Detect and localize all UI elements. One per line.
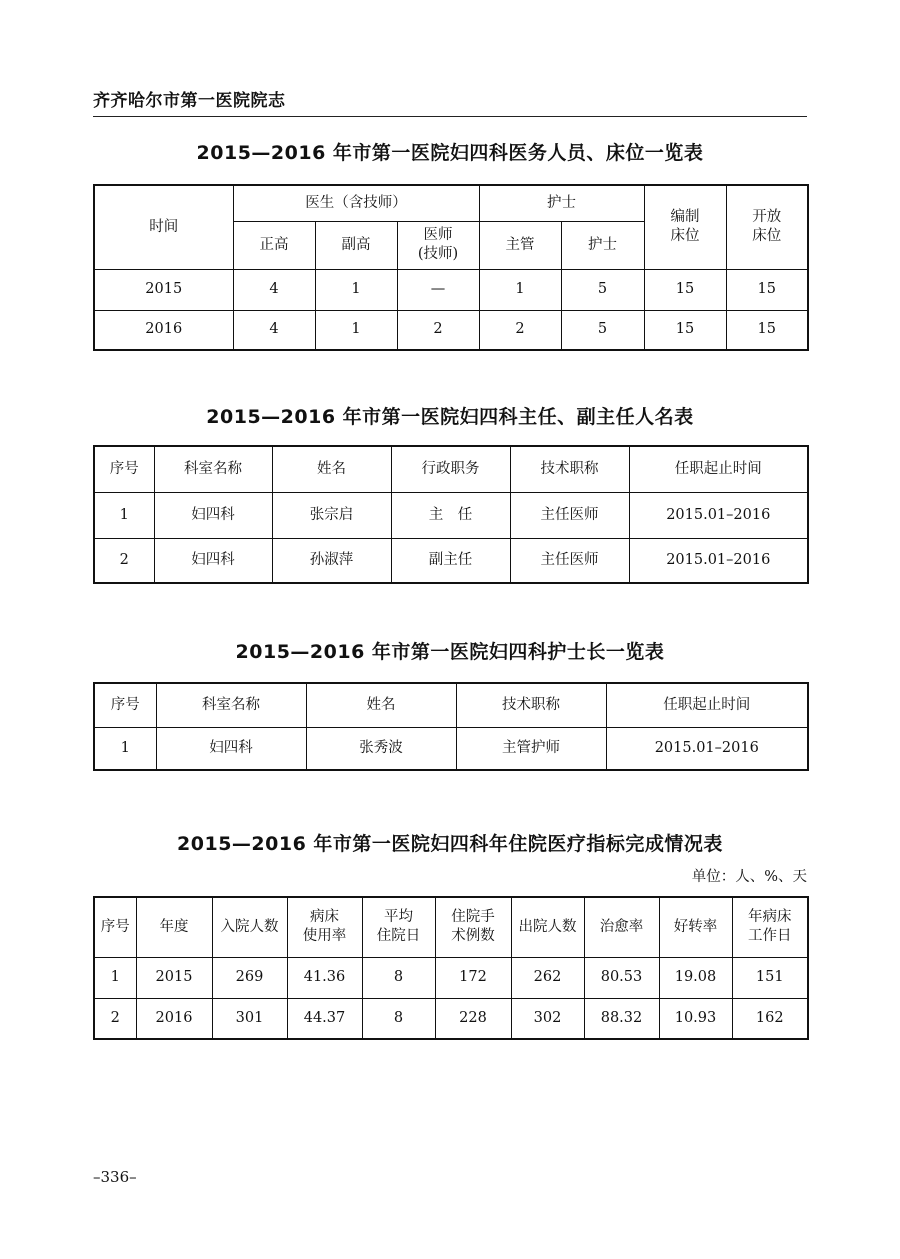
cell: 1 xyxy=(94,727,156,770)
header-cell: 出院人数 xyxy=(511,897,584,957)
table-row xyxy=(94,998,808,1039)
table-header-row xyxy=(94,897,808,957)
cell: 1 xyxy=(94,492,154,538)
header-physician: 医师 (技师) xyxy=(397,221,479,269)
header-cell: 平均 住院日 xyxy=(362,897,435,957)
cell: 主任医师 xyxy=(510,492,629,538)
header-cell: 治愈率 xyxy=(584,897,659,957)
header-rule xyxy=(93,116,807,117)
header-doctor-group: 医生（含技师） xyxy=(233,185,479,221)
cell: 2 xyxy=(94,998,136,1039)
cell: 269 xyxy=(212,957,287,998)
cell: 8 xyxy=(362,957,435,998)
cell: 5 xyxy=(561,310,644,350)
cell: 15 xyxy=(644,269,726,310)
cell: 8 xyxy=(362,998,435,1039)
cell: 妇四科 xyxy=(154,538,272,583)
table-header-row xyxy=(94,683,808,727)
header-associate: 副高 xyxy=(315,221,397,269)
header-cell: 年度 xyxy=(136,897,212,957)
cell: 15 xyxy=(644,310,726,350)
cell: 2015.01–2016 xyxy=(629,538,808,583)
cell: 162 xyxy=(732,998,808,1039)
header-senior: 正高 xyxy=(233,221,315,269)
directors-table xyxy=(93,445,809,584)
cell: 44.37 xyxy=(287,998,362,1039)
cell: 2015 xyxy=(94,269,233,310)
cell: 2015.01–2016 xyxy=(629,492,808,538)
header-cell: 技术职称 xyxy=(510,446,629,492)
header-beds-open: 开放 床位 xyxy=(726,185,808,269)
cell: 妇四科 xyxy=(156,727,306,770)
header-cell: 科室名称 xyxy=(156,683,306,727)
cell: 主任医师 xyxy=(510,538,629,583)
cell: 4 xyxy=(233,269,315,310)
page-number: –336– xyxy=(93,1168,137,1186)
table-header-row xyxy=(94,446,808,492)
header-cell: 病床 使用率 xyxy=(287,897,362,957)
cell: 副主任 xyxy=(391,538,510,583)
header-cell: 科室名称 xyxy=(154,446,272,492)
cell: 1 xyxy=(315,269,397,310)
cell: — xyxy=(397,269,479,310)
header-cell: 技术职称 xyxy=(456,683,606,727)
cell: 主管护师 xyxy=(456,727,606,770)
table4-title: 2015—2016 年市第一医院妇四科年住院医疗指标完成情况表 xyxy=(177,833,723,855)
header-cell: 住院手 术例数 xyxy=(435,897,511,957)
cell: 15 xyxy=(726,310,808,350)
cell: 41.36 xyxy=(287,957,362,998)
cell: 19.08 xyxy=(659,957,732,998)
header-cell: 姓名 xyxy=(272,446,391,492)
book-title: 齐齐哈尔市第一医院院志 xyxy=(93,91,286,111)
header-cell: 任职起止时间 xyxy=(606,683,808,727)
cell: 5 xyxy=(561,269,644,310)
cell: 2 xyxy=(479,310,561,350)
head-nurse-table xyxy=(93,682,809,771)
header-cell: 序号 xyxy=(94,446,154,492)
table-row xyxy=(94,538,808,583)
header-cell: 入院人数 xyxy=(212,897,287,957)
table2-title: 2015—2016 年市第一医院妇四科主任、副主任人名表 xyxy=(206,406,694,428)
header-nurse-group: 护士 xyxy=(479,185,644,221)
cell: 张宗启 xyxy=(272,492,391,538)
cell: 151 xyxy=(732,957,808,998)
cell: 2015 xyxy=(136,957,212,998)
table-row xyxy=(94,310,808,350)
table-row xyxy=(94,269,808,310)
cell: 172 xyxy=(435,957,511,998)
cell: 2 xyxy=(94,538,154,583)
cell: 301 xyxy=(212,998,287,1039)
cell: 15 xyxy=(726,269,808,310)
staff-beds-table xyxy=(93,184,809,351)
cell: 1 xyxy=(315,310,397,350)
cell: 1 xyxy=(94,957,136,998)
table1-title: 2015—2016 年市第一医院妇四科医务人员、床位一览表 xyxy=(196,142,704,164)
header-time: 时间 xyxy=(94,185,233,269)
header-beds-planned: 编制 床位 xyxy=(644,185,726,269)
cell: 2015.01–2016 xyxy=(606,727,808,770)
cell: 4 xyxy=(233,310,315,350)
table3-title: 2015—2016 年市第一医院妇四科护士长一览表 xyxy=(235,641,665,663)
cell: 88.32 xyxy=(584,998,659,1039)
cell: 80.53 xyxy=(584,957,659,998)
header-cell: 任职起止时间 xyxy=(629,446,808,492)
header-charge-nurse: 主管 xyxy=(479,221,561,269)
cell: 1 xyxy=(479,269,561,310)
cell: 孙淑萍 xyxy=(272,538,391,583)
cell: 张秀波 xyxy=(306,727,456,770)
header-cell: 姓名 xyxy=(306,683,456,727)
table-row xyxy=(94,492,808,538)
header-nurse: 护士 xyxy=(561,221,644,269)
table-row xyxy=(94,957,808,998)
cell: 10.93 xyxy=(659,998,732,1039)
unit-note: 单位：人、%、天 xyxy=(691,869,807,885)
cell: 主 任 xyxy=(391,492,510,538)
cell: 302 xyxy=(511,998,584,1039)
table-row xyxy=(94,727,808,770)
cell: 262 xyxy=(511,957,584,998)
header-cell: 好转率 xyxy=(659,897,732,957)
header-cell: 序号 xyxy=(94,683,156,727)
cell: 2 xyxy=(397,310,479,350)
cell: 妇四科 xyxy=(154,492,272,538)
cell: 2016 xyxy=(94,310,233,350)
cell: 2016 xyxy=(136,998,212,1039)
header-cell: 行政职务 xyxy=(391,446,510,492)
header-cell: 年病床 工作日 xyxy=(732,897,808,957)
header-cell: 序号 xyxy=(94,897,136,957)
inpatient-indicators-table xyxy=(93,896,809,1040)
cell: 228 xyxy=(435,998,511,1039)
